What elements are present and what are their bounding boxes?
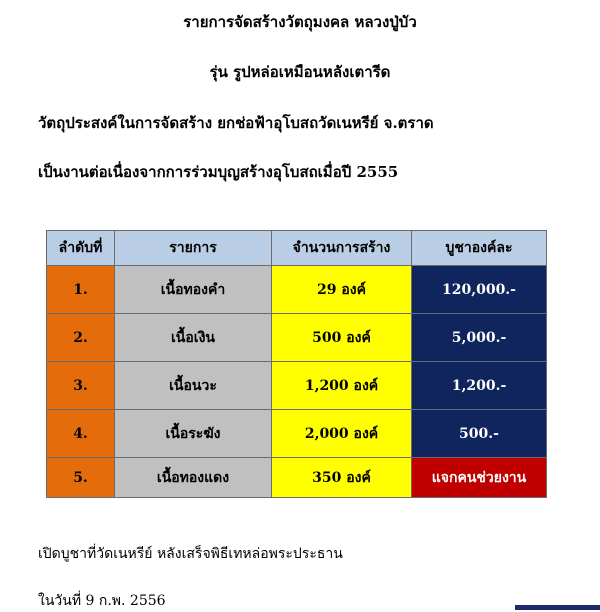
row-price: 120,000.- [412, 266, 547, 314]
header-quantity: จำนวนการสร้าง [272, 231, 412, 266]
header-price: บูชาองค์ละ [412, 231, 547, 266]
title-line-2: รุ่น รูปหล่อเหมือนหลังเตารีด [209, 63, 391, 81]
row-number: 1. [47, 266, 115, 314]
header-item: รายการ [115, 231, 272, 266]
row-number: 3. [47, 362, 115, 410]
row-item: เนื้อระฆัง [115, 410, 272, 458]
footer-line-1: เปิดบูชาที่วัดเนหรีย์ หลังเสร็จพิธีเทหล่อพระประธาน [38, 546, 343, 562]
row-quantity: 29 องค์ [272, 266, 412, 314]
row-item: เนื้อทองแดง [115, 458, 272, 498]
continuation-text: เป็นงานต่อเนื่องจากการร่วมบุญสร้างอุโบสถเมื่อปี 2555 [38, 163, 399, 181]
row-quantity: 350 องค์ [272, 458, 412, 498]
row-quantity: 500 องค์ [272, 314, 412, 362]
row-price: 500.- [412, 410, 547, 458]
table-header-row [47, 231, 547, 266]
row-quantity: 2,000 องค์ [272, 410, 412, 458]
footer-line-2: ในวันที่ 9 ก.พ. 2556 [38, 593, 166, 609]
row-price: 5,000.- [412, 314, 547, 362]
row-number: 5. [47, 458, 115, 498]
table-row [47, 266, 547, 314]
title-line-1: รายการจัดสร้างวัตถุมงคล หลวงปู่บัว [183, 13, 417, 31]
table-row [47, 362, 547, 410]
row-price-highlight: แจกคนช่วยงาน [412, 458, 547, 498]
row-number: 2. [47, 314, 115, 362]
row-number: 4. [47, 410, 115, 458]
table-row [47, 410, 547, 458]
amulet-table [46, 230, 547, 498]
row-item: เนื้อทองคำ [115, 266, 272, 314]
row-item: เนื้อเงิน [115, 314, 272, 362]
row-item: เนื้อนวะ [115, 362, 272, 410]
header-order: ลำดับที่ [47, 231, 115, 266]
row-quantity: 1,200 องค์ [272, 362, 412, 410]
table-row [47, 314, 547, 362]
table-row [47, 458, 547, 498]
purpose-text: วัตถุประสงค์ในการจัดสร้าง ยกช่อฟ้าอุโบสถวัดเนหรีย์ จ.ตราด [38, 114, 434, 132]
corner-decoration [515, 605, 600, 610]
row-price: 1,200.- [412, 362, 547, 410]
